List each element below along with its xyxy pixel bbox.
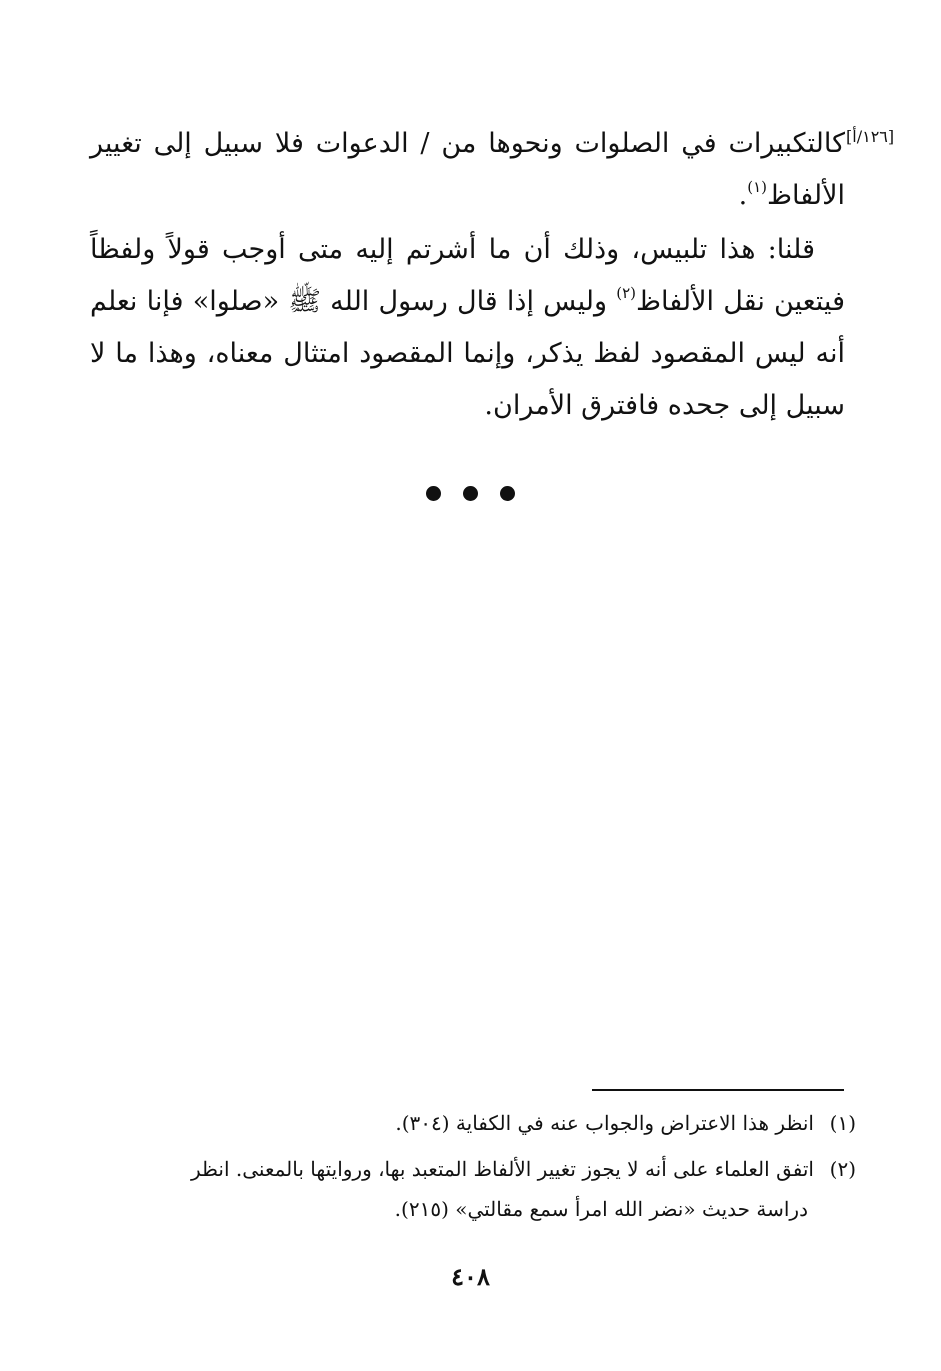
paragraph-2-text-b: وليس إذا قال رسول الله ﷺ «صلوا» فإنا نعلم أنه ليس المقصود لفظ يذكر، وإنما المقصود امتثال معناه، وهذا ما لا سبيل إلى جحده فافترق الأمران. — [90, 286, 845, 421]
divider-dot — [426, 486, 441, 501]
footnote-ref-2[interactable]: (٢) — [616, 284, 637, 302]
footnote-2-text: اتفق العلماء على أنه لا يجوز تغيير الألفاظ المتعبد بها، وروايتها بالمعنى. انظر — [190, 1157, 814, 1181]
footnote-separator — [592, 1089, 844, 1091]
section-divider — [0, 486, 941, 501]
footnote-1-text: انظر هذا الاعتراض والجواب عنه في الكفاية (٣٠٤). — [395, 1111, 814, 1135]
paragraph-1-text: كالتكبيرات في الصلوات ونحوها من / الدعوات فلا سبيل إلى تغيير الألفاظ — [90, 128, 845, 211]
paragraph-1-end: . — [738, 180, 748, 211]
paragraph-2-text-a: قلنا: هذا تلبيس، وذلك أن ما أشرتم إليه متى أوجب قولاً ولفظاً فيتعين نقل الألفاظ — [90, 234, 845, 317]
footnote-1 — [96, 1104, 856, 1142]
divider-dot — [500, 486, 515, 501]
footnote-1-number: (١) — [829, 1111, 856, 1135]
footnote-2-number: (٢) — [829, 1157, 856, 1181]
paragraph-2 — [90, 224, 845, 432]
footnote-ref-1[interactable]: (١) — [747, 178, 768, 196]
divider-dot — [463, 486, 478, 501]
page-number: ٤٠٨ — [451, 1262, 490, 1291]
margin-reference: [١٢٦/أ] — [846, 127, 895, 146]
paragraph-1 — [90, 118, 845, 222]
footnote-2-continuation: دراسة حديث «نضر الله امرأ سمع مقالتي» (٢١٥). — [394, 1197, 808, 1221]
footnote-2 — [96, 1150, 856, 1188]
